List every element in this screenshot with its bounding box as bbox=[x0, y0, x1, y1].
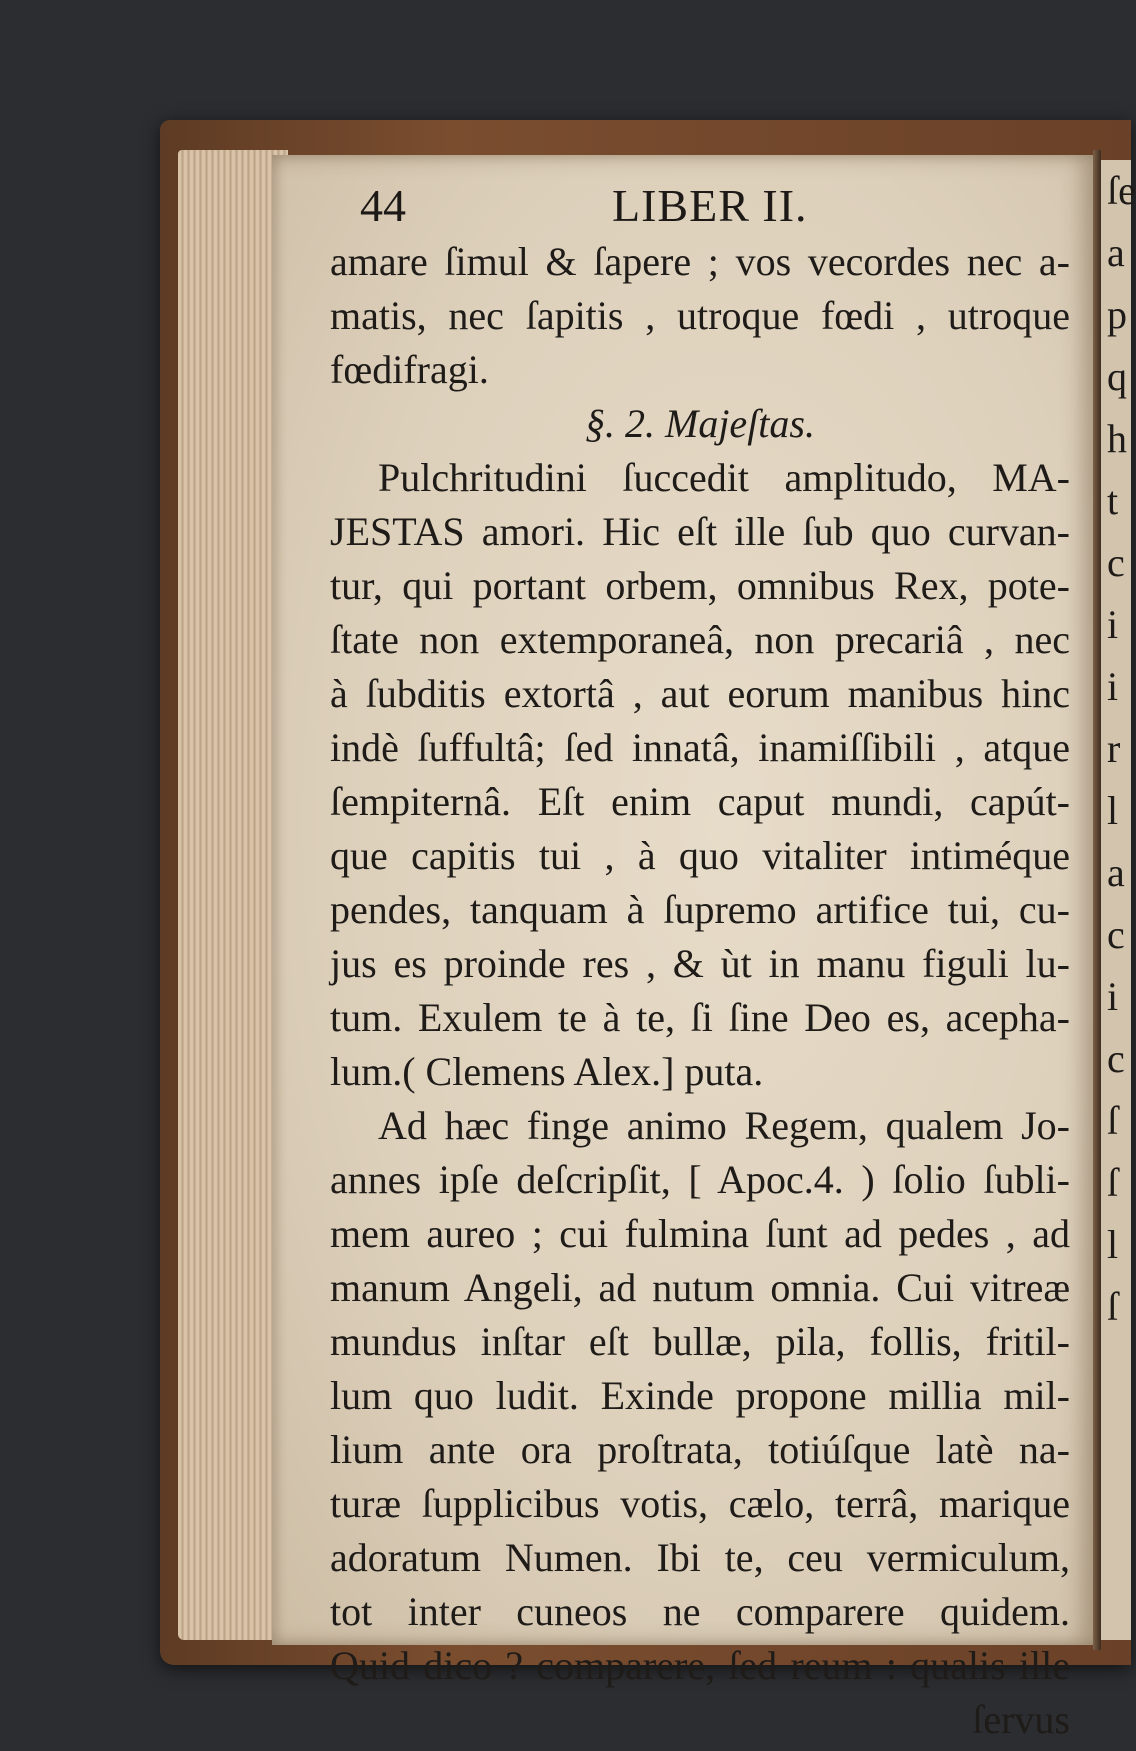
facing-page-letter: ſ bbox=[1107, 1284, 1119, 1329]
facing-page-fragment bbox=[1101, 160, 1136, 1640]
text-line: tur, qui portant orbem, omnibus Rex, pote- bbox=[330, 563, 1070, 608]
text-line: JESTAS amori. Hic eſt ille ſub quo curvan- bbox=[330, 509, 1070, 554]
text-line: mundus inſtar eſt bullæ, pila, follis, fritil- bbox=[330, 1319, 1070, 1364]
facing-page-letter: t bbox=[1107, 478, 1119, 523]
facing-page-letter: l bbox=[1107, 788, 1119, 833]
text-line: turæ ſupplicibus votis, cælo, terrâ, marique bbox=[330, 1481, 1070, 1526]
text-line: jus es proinde res , & ùt in manu figuli lu- bbox=[330, 941, 1070, 986]
facing-page-letter: i bbox=[1107, 602, 1119, 647]
facing-page-letter: p bbox=[1107, 292, 1127, 337]
text-line: lum quo ludit. Exinde propone millia mil- bbox=[330, 1373, 1070, 1418]
text-line: indè ſuffultâ; ſed innatâ, inamiſſibili , atque bbox=[330, 725, 1070, 770]
text-line: Ad hæc finge animo Regem, qualem Jo- bbox=[378, 1103, 1070, 1148]
text-line: amare ſimul & ſapere ; vos vecordes nec a- bbox=[330, 239, 1070, 284]
facing-page-letter: r bbox=[1107, 726, 1121, 771]
page-header bbox=[272, 179, 1097, 237]
text-line: tum. Exulem te à te, ſi ſine Deo es, acepha- bbox=[330, 995, 1070, 1040]
text-line: lum.( Clemens Alex.] puta. bbox=[330, 1049, 764, 1094]
text-line: adoratum Numen. Ibi te, ceu vermiculum, bbox=[330, 1535, 1070, 1580]
facing-page-letter: a bbox=[1107, 230, 1125, 275]
text-line: manum Angeli, ad nutum omnia. Cui vitreæ bbox=[330, 1265, 1070, 1310]
text-line: Quid dico ? comparere, ſed reum : qualis ille bbox=[330, 1643, 1070, 1688]
book-page bbox=[272, 155, 1097, 1742]
text-line: fœdifragi. bbox=[330, 347, 489, 392]
text-line: annes ipſe deſcripſit, [ Apoc.4. ) ſolio ſubli- bbox=[330, 1157, 1070, 1202]
facing-page-letter: l bbox=[1107, 1222, 1119, 1267]
facing-page-letter: i bbox=[1107, 664, 1119, 709]
facing-page-letter: q bbox=[1107, 354, 1127, 399]
facing-page-letter: c bbox=[1107, 912, 1125, 957]
text-line: ſempiternâ. Eſt enim caput mundi, capút- bbox=[330, 779, 1070, 824]
catchword: ſervus bbox=[972, 1697, 1070, 1742]
text-line: mem aureo ; cui fulmina ſunt ad pedes , ad bbox=[330, 1211, 1070, 1256]
facing-page-letter: i bbox=[1107, 974, 1119, 1019]
facing-page-letter: ſe bbox=[1107, 168, 1136, 213]
text-line: à ſubditis extortâ , aut eorum manibus hinc bbox=[330, 671, 1070, 716]
facing-page-letter: ſ bbox=[1107, 1098, 1119, 1143]
facing-page-letter: a bbox=[1107, 850, 1125, 895]
body-text bbox=[330, 235, 1070, 1747]
text-line: Pulchritudini ſuccedit amplitudo, MA- bbox=[378, 455, 1070, 500]
text-line: que capitis tui , à quo vitaliter intiméque bbox=[330, 833, 1070, 878]
section-heading: §. 2. Majeſtas. bbox=[585, 401, 815, 446]
running-head: LIBER II. bbox=[612, 180, 808, 231]
facing-page-letter: ſ bbox=[1107, 1160, 1119, 1205]
text-line: lium ante ora proſtrata, totiúſque latè na- bbox=[330, 1427, 1070, 1472]
text-line: tot inter cuneos ne comparere quidem. bbox=[330, 1589, 1070, 1634]
text-line: ſtate non extemporaneâ, non precariâ , nec bbox=[330, 617, 1070, 662]
text-line: pendes, tanquam à ſupremo artifice tui, cu- bbox=[330, 887, 1070, 932]
facing-page-letter: c bbox=[1107, 540, 1125, 585]
facing-page-letter: h bbox=[1107, 416, 1127, 461]
facing-page-letter: c bbox=[1107, 1036, 1125, 1081]
text-line: matis, nec ſapitis , utroque fœdi , utroque bbox=[330, 293, 1070, 338]
book-gutter bbox=[1093, 150, 1101, 1650]
page-number: 44 bbox=[360, 180, 406, 231]
